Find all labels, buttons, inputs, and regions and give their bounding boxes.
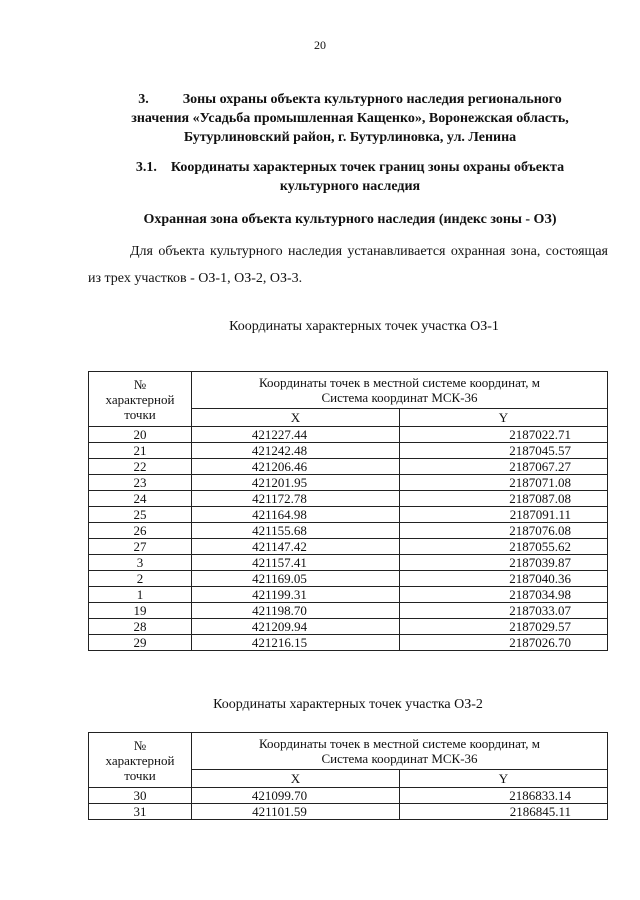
table-row bbox=[89, 804, 608, 820]
section-3-title-line1: Зоны охраны объекта культурного наследия регионального bbox=[182, 92, 562, 107]
point-number-cell: 19 bbox=[89, 603, 192, 619]
table-row bbox=[89, 475, 608, 491]
oz1-coordinates-table bbox=[88, 371, 608, 651]
table-row bbox=[89, 555, 608, 571]
section-3-heading bbox=[100, 90, 600, 147]
table-row bbox=[89, 427, 608, 443]
x-coordinate-cell: 421101.59 bbox=[192, 804, 400, 820]
y-coordinate-cell: 2186833.14 bbox=[400, 788, 608, 804]
oz2-caption: Координаты характерных точек участка ОЗ-2 bbox=[213, 697, 483, 712]
y-coordinate-cell: 2187045.57 bbox=[400, 443, 608, 459]
intro-paragraph: Для объекта культурного наследия устанавливается охранная зона, состоящая из трех участков - ОЗ-1, ОЗ-2, ОЗ-3. bbox=[88, 244, 608, 286]
point-number-header: № характерной точки bbox=[89, 372, 192, 427]
oz1-caption: Координаты характерных точек участка ОЗ-1 bbox=[229, 319, 499, 334]
x-coordinate-cell: 421227.44 bbox=[192, 427, 400, 443]
x-coordinate-cell: 421201.95 bbox=[192, 475, 400, 491]
y-coordinate-cell: 2187055.62 bbox=[400, 539, 608, 555]
section-3-1-title-line1: Координаты характерных точек границ зоны охраны объекта bbox=[170, 160, 565, 175]
y-coordinate-cell: 2187034.98 bbox=[400, 587, 608, 603]
point-number-cell: 23 bbox=[89, 475, 192, 491]
table-row bbox=[89, 635, 608, 651]
x-coordinate-cell: 421198.70 bbox=[192, 603, 400, 619]
y-coordinate-cell: 2187067.27 bbox=[400, 459, 608, 475]
table-row bbox=[89, 587, 608, 603]
point-number-cell: 1 bbox=[89, 587, 192, 603]
x-coordinate-cell: 421206.46 bbox=[192, 459, 400, 475]
point-number-cell: 31 bbox=[89, 804, 192, 820]
coordinates-header: Координаты точек в местной системе координат, м Система координат МСК-36 bbox=[192, 733, 608, 770]
y-coordinate-cell: 2187040.36 bbox=[400, 571, 608, 587]
table-row bbox=[89, 523, 608, 539]
x-coordinate-cell: 421242.48 bbox=[192, 443, 400, 459]
point-number-cell: 21 bbox=[89, 443, 192, 459]
table-row bbox=[89, 788, 608, 804]
oz1-table-body bbox=[89, 427, 608, 651]
oz2-table-body bbox=[89, 788, 608, 820]
table-row bbox=[89, 507, 608, 523]
point-number-cell: 3 bbox=[89, 555, 192, 571]
y-coordinate-cell: 2187039.87 bbox=[400, 555, 608, 571]
x-coordinate-cell: 421169.05 bbox=[192, 571, 400, 587]
table-row bbox=[89, 603, 608, 619]
section-3-title-line2: значения «Усадьба промышленная Кащенко», Воронежская область, bbox=[131, 111, 569, 126]
y-coordinate-cell: 2187029.57 bbox=[400, 619, 608, 635]
y-coordinate-cell: 2187071.08 bbox=[400, 475, 608, 491]
point-number-header: № характерной точки bbox=[89, 733, 192, 788]
x-coordinate-cell: 421147.42 bbox=[192, 539, 400, 555]
y-coordinate-cell: 2187087.08 bbox=[400, 491, 608, 507]
x-coordinate-cell: 421155.68 bbox=[192, 523, 400, 539]
table-row bbox=[89, 539, 608, 555]
page-number: 20 bbox=[314, 38, 326, 52]
point-number-cell: 30 bbox=[89, 788, 192, 804]
x-coordinate-cell: 421209.94 bbox=[192, 619, 400, 635]
x-header: X bbox=[192, 409, 400, 427]
table-row bbox=[89, 459, 608, 475]
x-header: X bbox=[192, 770, 400, 788]
table-row bbox=[89, 491, 608, 507]
table-row bbox=[89, 443, 608, 459]
point-number-cell: 24 bbox=[89, 491, 192, 507]
x-coordinate-cell: 421157.41 bbox=[192, 555, 400, 571]
point-number-cell: 27 bbox=[89, 539, 192, 555]
y-coordinate-cell: 2187026.70 bbox=[400, 635, 608, 651]
point-number-cell: 26 bbox=[89, 523, 192, 539]
point-number-cell: 2 bbox=[89, 571, 192, 587]
coordinates-header: Координаты точек в местной системе координат, м Система координат МСК-36 bbox=[192, 372, 608, 409]
x-coordinate-cell: 421099.70 bbox=[192, 788, 400, 804]
oz2-coordinates-table bbox=[88, 732, 608, 820]
y-coordinate-cell: 2187076.08 bbox=[400, 523, 608, 539]
zone-heading: Охранная зона объекта культурного наследия (индекс зоны - ОЗ) bbox=[143, 212, 557, 227]
x-coordinate-cell: 421172.78 bbox=[192, 491, 400, 507]
y-header: Y bbox=[400, 770, 608, 788]
section-3-1-title-line2: культурного наследия bbox=[279, 179, 421, 194]
point-number-cell: 25 bbox=[89, 507, 192, 523]
point-number-cell: 28 bbox=[89, 619, 192, 635]
x-coordinate-cell: 421199.31 bbox=[192, 587, 400, 603]
section-3-1-number: 3.1. bbox=[135, 160, 157, 175]
x-coordinate-cell: 421216.15 bbox=[192, 635, 400, 651]
y-coordinate-cell: 2187022.71 bbox=[400, 427, 608, 443]
section-3-title-line3: Бутурлиновский район, г. Бутурлиновка, ул. Ленина bbox=[183, 130, 517, 145]
table-row bbox=[89, 571, 608, 587]
y-header: Y bbox=[400, 409, 608, 427]
y-coordinate-cell: 2187091.11 bbox=[400, 507, 608, 523]
y-coordinate-cell: 2187033.07 bbox=[400, 603, 608, 619]
y-coordinate-cell: 2186845.11 bbox=[400, 804, 608, 820]
table-row bbox=[89, 619, 608, 635]
point-number-cell: 29 bbox=[89, 635, 192, 651]
point-number-cell: 20 bbox=[89, 427, 192, 443]
section-3-1-heading bbox=[100, 158, 600, 196]
x-coordinate-cell: 421164.98 bbox=[192, 507, 400, 523]
point-number-cell: 22 bbox=[89, 459, 192, 475]
section-3-number: 3. bbox=[138, 92, 149, 107]
